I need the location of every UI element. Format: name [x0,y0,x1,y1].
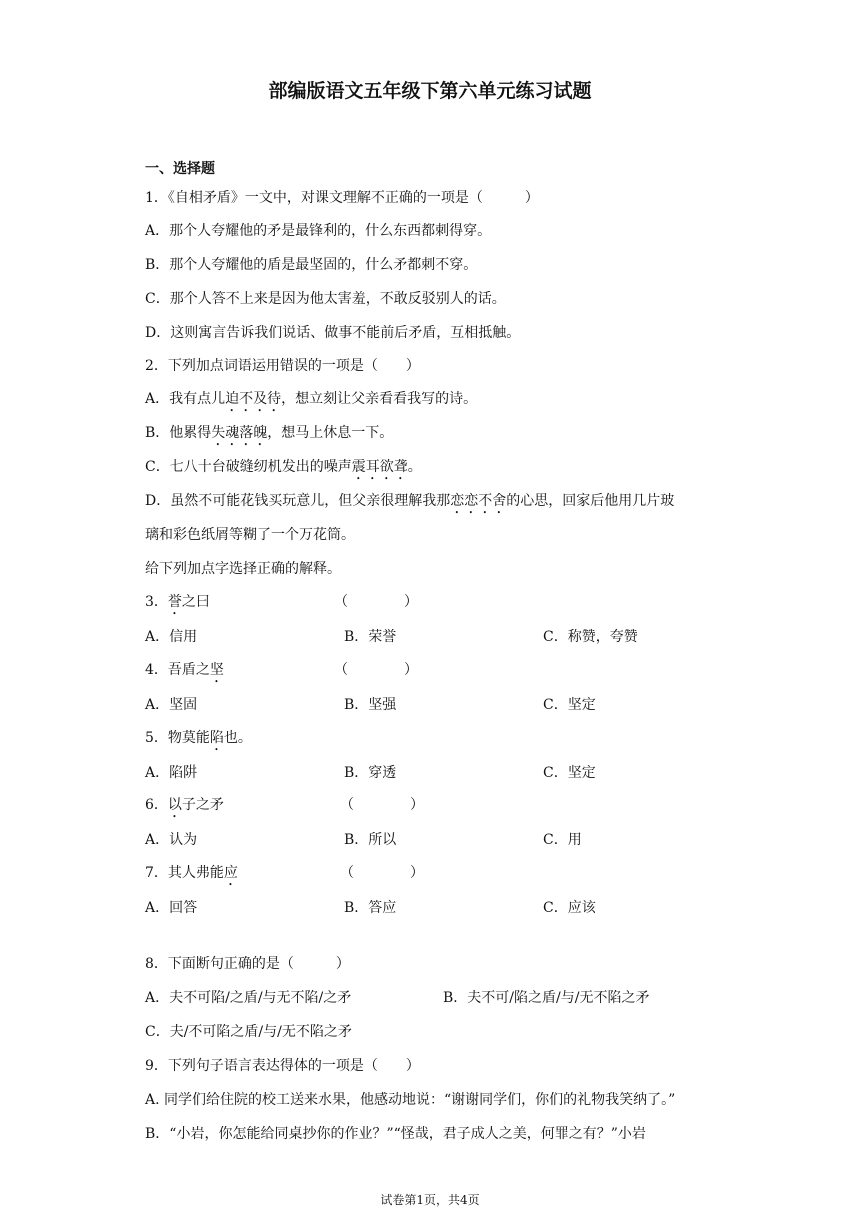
q4-answer-paren: （ ） [334,662,418,678]
q9-option-b: B．“小岩，你怎能给同桌抄你的作业？”“怪哉，君子成人之美，何罪之有？”小岩 [145,1126,646,1142]
q1-option-d: D．这则寓言告诉我们说话、做事不能前后矛盾，互相抵触。 [145,325,521,341]
q2-d-dotted: 恋恋不舍 [450,493,507,509]
q3-option-a: A．信用 [145,629,198,645]
q3-option-c: C．称赞，夸赞 [543,629,638,645]
q2-option-a [145,388,477,415]
q2-c-dotted: 震耳欲聋 [351,459,408,475]
q8-option-b: B．夫不可/陷之盾/与/无不陷之矛 [443,990,650,1006]
q2-b-post: ，想马上休息一下。 [267,425,394,441]
q4-option-b: B．坚强 [344,697,397,713]
q1-option-a: A．那个人夸耀他的矛是最锋利的，什么东西都刺得穿。 [145,223,492,239]
q6-option-b: B．所以 [344,832,397,848]
q4-stem [145,659,224,686]
q3-dotted: 誉 [167,594,182,610]
page-footer: 试卷第1页，共4页 [380,1193,480,1207]
q5-option-a: A．陷阱 [145,765,198,781]
q9-stem: 9．下列句子语言表达得体的一项是（ ） [145,1058,420,1074]
q4-pre: 吾盾之 [167,662,210,678]
q4-dotted: 坚 [209,662,224,678]
q7-option-b: B．答应 [344,900,397,916]
q8-option-c: C．夫/不可陷之盾/与/无不陷之矛 [145,1024,352,1040]
q5-dotted: 陷 [209,730,224,746]
q6-num: 6． [145,797,168,813]
q2-stem: 2．下列加点词语运用错误的一项是（ ） [145,358,420,374]
q5-option-c: C．坚定 [543,765,596,781]
q3-num: 3． [145,594,168,610]
q1-option-b: B．那个人夸耀他的盾是最坚固的，什么矛都刺不穿。 [145,257,478,273]
q3-rest: 之曰 [181,594,210,610]
q2-a-dotted: 迫不及待 [225,391,282,407]
q6-option-a: A．认为 [145,832,198,848]
q7-num: 7． [145,865,168,881]
q2-b-pre: B．他累得 [145,425,212,441]
section-title: 一、选择题 [145,161,215,177]
q6-stem [145,794,224,821]
q2-c-pre: C．七八十台破缝纫机发出的噪声 [145,459,352,475]
q2-option-c [145,456,422,483]
q4-option-a: A．坚固 [145,697,198,713]
q2-option-b [145,422,393,449]
q7-option-a: A．回答 [145,900,198,916]
q7-pre: 其人弗能 [167,865,224,881]
q2-b-dotted: 失魂落魄 [211,425,268,441]
q2-a-post: ，想立刻让父亲看看我写的诗。 [281,391,478,407]
q2-option-d-line2: 璃和彩色纸屑等糊了一个万花筒。 [145,527,355,543]
q4-option-c: C．坚定 [543,697,596,713]
q6-dotted: 以 [167,797,182,813]
q6-option-c: C．用 [543,832,582,848]
q1-stem: 1．《自相矛盾》一文中，对课文理解不正确的一项是（ ） [145,190,539,206]
q7-stem [145,862,238,889]
q3-7-intro: 给下列加点字选择正确的解释。 [145,561,341,577]
q2-d-post: 的心思，回家后他用几片玻 [506,493,675,509]
q5-rest: 也。 [223,730,252,746]
q2-a-pre: A．我有点儿 [145,391,226,407]
q5-num: 5． [145,730,168,746]
q7-option-c: C．应该 [543,900,596,916]
q3-answer-paren: （ ） [334,594,418,610]
q8-option-a: A．夫不可陷/之盾/与无不陷/之矛 [145,990,352,1006]
q6-answer-paren: （ ） [340,797,424,813]
q6-rest: 子之矛 [181,797,224,813]
q7-dotted: 应 [223,865,238,881]
q8-stem: 8．下面断句正确的是（ ） [145,956,350,972]
q9-option-a: A. 同学们给住院的校工送来水果，他感动地说：“谢谢同学们，你们的礼物我笑纳了。” [145,1092,676,1108]
q4-num: 4． [145,662,168,678]
q2-d-pre: D．虽然不可能花钱买玩意儿，但父亲很理解我那 [145,493,451,509]
q7-answer-paren: （ ） [340,865,424,881]
q5-option-b: B．穿透 [344,765,397,781]
q5-pre: 物莫能 [167,730,210,746]
q3-option-b: B．荣誉 [344,629,397,645]
q2-option-d [145,490,674,517]
q5-stem [145,727,252,754]
page-title: 部编版语文五年级下第六单元练习试题 [268,80,592,102]
q2-c-post: 。 [407,459,422,475]
q1-option-c: C．那个人答不上来是因为他太害羞，不敢反驳别人的话。 [145,291,506,307]
q3-stem [145,591,210,618]
